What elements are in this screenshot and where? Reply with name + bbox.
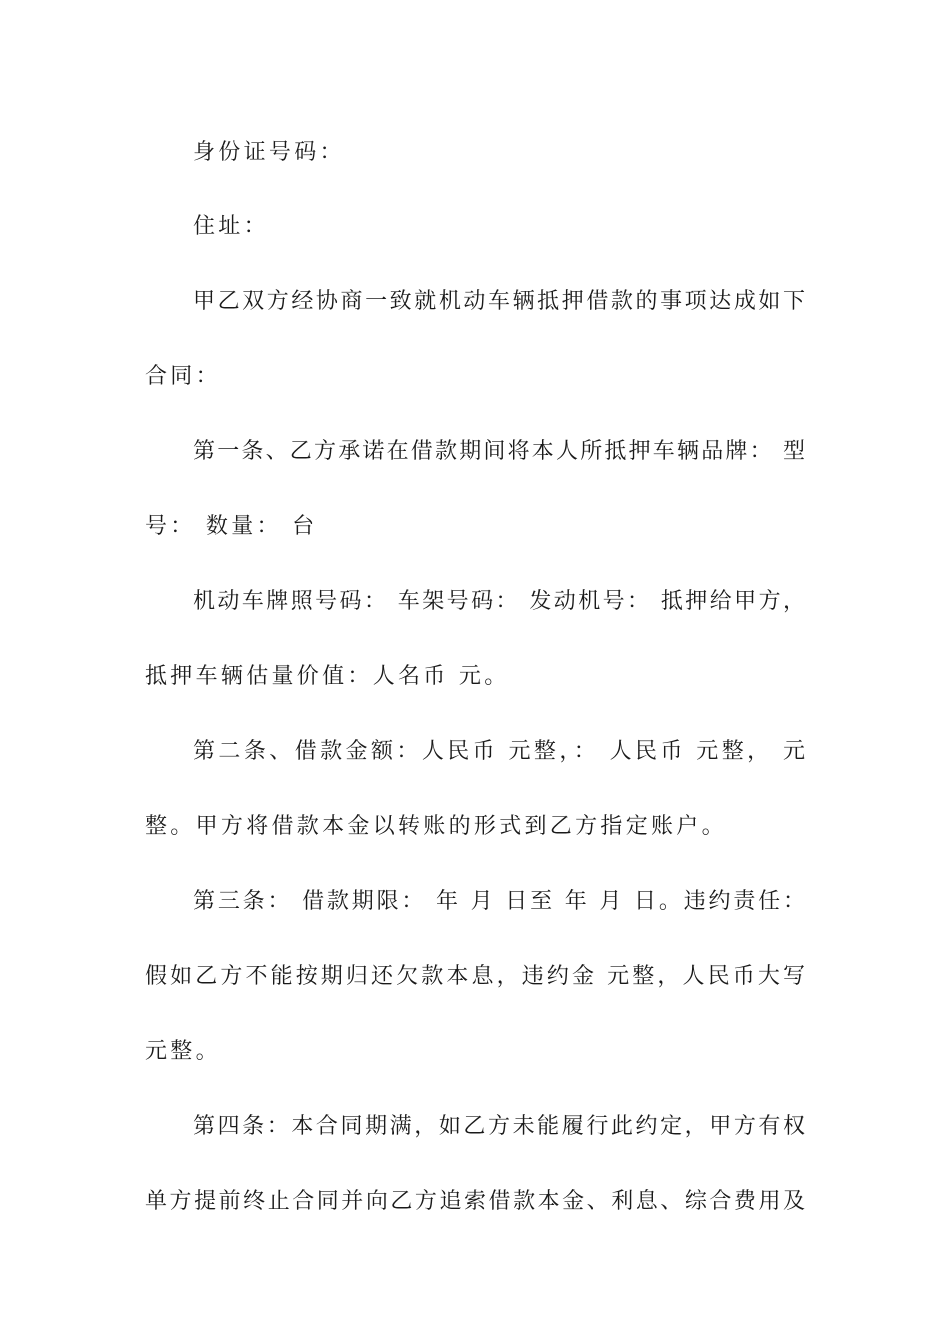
address-label: 住址： xyxy=(193,214,269,239)
article-3-line-2: 假如乙方不能按期归还欠款本息，违约金 元整，人民币大写 xyxy=(145,964,805,989)
article-1-line-2: 号： 数量： 台 xyxy=(145,514,318,539)
intro-paragraph-line-2: 合同： xyxy=(145,364,221,389)
article-3-line-3: 元整。 xyxy=(145,1039,221,1064)
id-number-label: 身份证号码： xyxy=(193,140,345,165)
vehicle-info-line-2: 抵押车辆估量价值：人名币 元。 xyxy=(145,664,510,689)
intro-paragraph-line-1: 甲乙双方经协商一致就机动车辆抵押借款的事项达成如下 xyxy=(193,289,805,314)
article-4-line-1: 第四条：本合同期满，如乙方未能履行此约定，甲方有权 xyxy=(193,1114,805,1139)
article-3-line-1: 第三条： 借款期限： 年 月 日至 年 月 日。违约责任： xyxy=(193,889,805,914)
article-1-line-1: 第一条、乙方承诺在借款期间将本人所抵押车辆品牌： 型 xyxy=(193,439,805,464)
article-2-line-1: 第二条、借款金额：人民币 元整，： 人民币 元整， 元 xyxy=(193,739,805,764)
article-2-line-2: 整。甲方将借款本金以转账的形式到乙方指定账户。 xyxy=(145,814,727,839)
article-4-line-2: 单方提前终止合同并向乙方追索借款本金、利息、综合费用及 xyxy=(145,1189,805,1214)
vehicle-info-line-1: 机动车牌照号码： 车架号码： 发动机号： 抵押给甲方， xyxy=(193,589,805,614)
